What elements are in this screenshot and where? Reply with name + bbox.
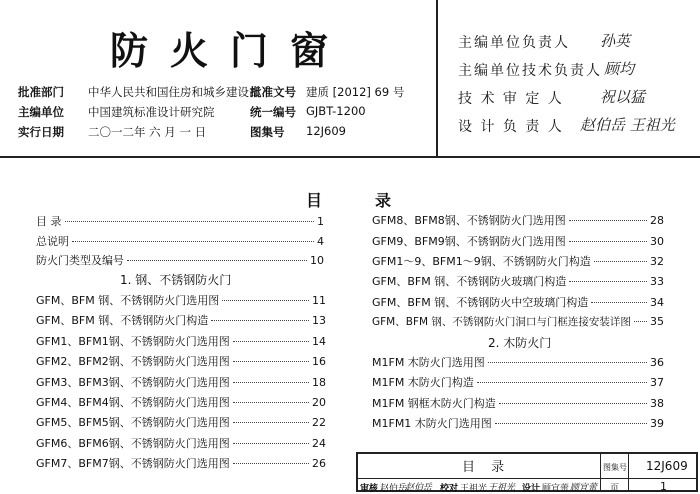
toc-label: GFM2、BFM2钢、不锈钢防火门选用图 [36,355,230,368]
toc-label: GFM4、BFM4钢、不锈钢防火门选用图 [36,396,230,409]
dot-leader [222,300,309,301]
toc-page: 36 [650,356,664,369]
review-label: 审核 [360,484,379,494]
header-divider [436,0,438,157]
toc-left2-2 [36,333,326,349]
toc-right-4 [372,294,664,310]
toc-right-1 [372,233,664,249]
toc-page: 18 [312,376,326,389]
toc-left-2 [36,252,324,268]
toc-page: 1 [317,215,324,228]
toc-page: 20 [312,396,326,409]
uniform-no-label: 统一编号 [250,105,296,119]
design-name: 顾宜蕾 [542,484,570,494]
atlas-no-label: 图集号 [250,125,285,139]
design-signature: 顾宜蕾 [570,483,598,493]
toc-label: M1FM 木防火门选用图 [372,356,485,369]
toc-left2-0 [36,292,326,308]
toc-page: 32 [650,255,664,268]
dot-leader [495,423,647,424]
dot-leader [591,302,647,303]
dot-leader [65,221,315,222]
toc-label: M1FM 钢框木防火门构造 [372,397,496,410]
title-block-name: 目 录 [462,460,511,475]
toc-page: 26 [312,457,326,470]
toc-left2-6 [36,414,326,430]
toc-heading-left: 目 [306,191,323,210]
toc-label: 目 录 [36,215,62,228]
toc-label: GFM、BFM 钢、不锈钢防火门构造 [36,314,209,327]
toc-label: 总说明 [36,235,69,248]
uniform-no-value: GJBT-1200 [306,104,366,118]
dot-leader [233,361,309,362]
dot-leader [211,320,309,321]
toc-left-0 [36,213,324,229]
toc-label: GFM3、BFM3钢、不锈钢防火门选用图 [36,376,230,389]
page-label: 页 [610,484,620,494]
approval-doc-label: 批准文号 [250,85,296,99]
toc-label: GFM、BFM 钢、不锈钢防火门选用图 [36,294,220,307]
approval-dept-value: 中华人民共和国住房和城乡建设部 [88,85,261,99]
toc-right-3 [372,273,664,289]
dot-leader [233,382,309,383]
toc-heading-right: 录 [375,191,392,210]
dot-leader [233,443,309,444]
toc-label: M1FM1 木防火门选用图 [372,417,492,430]
impl-date-label: 实行日期 [18,125,64,139]
title-block-atlas-value: 12J609 [646,459,688,473]
title-block-div-1 [600,452,601,492]
toc-label: GFM1～9、BFM1～9钢、不锈钢防火门构造 [372,255,591,268]
toc-left2-7 [36,435,326,451]
toc-page: 33 [650,275,664,288]
dot-leader [233,341,309,342]
impl-date-value: 二〇一二年 六 月 一 日 [88,125,207,139]
sig-role-2: 技 术 审 定 人 [458,91,564,107]
toc-left2-5 [36,394,326,410]
title-block-mid-rule [356,478,698,479]
dot-leader [569,241,647,242]
toc-left2-8 [36,455,326,471]
review-name: 赵伯岳 [380,484,408,494]
atlas-no-value: 12J609 [306,124,346,138]
title-block-div-2 [628,452,629,492]
sig-name-3: 赵伯岳 王祖光 [580,116,675,134]
dot-leader [477,382,647,383]
toc-label: GFM5、BFM5钢、不锈钢防火门选用图 [36,416,230,429]
title-block-atlas-label: 图集号 [603,463,627,472]
toc-label: GFM9、BFM9钢、不锈钢防火门选用图 [372,235,566,248]
dot-leader [634,321,647,322]
toc-right-2 [372,253,664,269]
header-bottom-rule [0,156,700,158]
toc-page: 24 [312,437,326,450]
toc-page: 28 [650,214,664,227]
toc-label: 防火门类型及编号 [36,254,124,267]
sig-role-1: 主编单位技术负责人 [458,63,602,79]
toc-right-5 [372,314,664,329]
sig-role-0: 主编单位负责人 [458,35,570,51]
toc-right2-3 [372,415,664,431]
dot-leader [594,261,647,262]
toc-label: GFM6、BFM6钢、不锈钢防火门选用图 [36,437,230,450]
toc-label: GFM8、BFM8钢、不锈钢防火门选用图 [372,214,566,227]
dot-leader [499,403,647,404]
dot-leader [233,402,309,403]
sig-name-1: 顾均 [604,60,635,78]
toc-label: GFM、BFM 钢、不锈钢防火中空玻璃门构造 [372,296,589,309]
toc-label: GFM、BFM 钢、不锈钢防火门洞口与门框连接安装详图 [372,316,631,328]
toc-label: GFM7、BFM7钢、不锈钢防火门选用图 [36,457,230,470]
page-title: 防火门窗 [110,28,351,73]
dot-leader [233,422,309,423]
toc-page: 4 [317,235,324,248]
dot-leader [127,260,307,261]
dot-leader [72,241,314,242]
toc-page: 10 [310,254,324,267]
check-name: 王祖光 [460,484,488,494]
toc-label: GFM1、BFM1钢、不锈钢防火门选用图 [36,335,230,348]
toc-right2-2 [372,395,664,411]
toc-right2-0 [372,354,664,370]
toc-page: 16 [312,355,326,368]
toc-page: 39 [650,417,664,430]
toc-left2-1 [36,312,326,328]
toc-page: 38 [650,397,664,410]
sig-role-3: 设 计 负 责 人 [458,119,564,135]
toc-page: 35 [650,315,664,328]
page-value: 1 [660,480,667,493]
toc-page: 37 [650,376,664,389]
dot-leader [488,362,647,363]
toc-label: M1FM 木防火门构造 [372,376,474,389]
toc-label: GFM、BFM 钢、不锈钢防火玻璃门构造 [372,275,567,288]
editor-label: 主编单位 [18,105,64,119]
review-signature: 赵伯岳 [405,483,433,493]
dot-leader [569,220,647,221]
toc-page: 14 [312,335,326,348]
check-signature: 王祖光 [488,483,516,493]
check-label: 校对 [440,484,459,494]
sig-name-2: 祝以猛 [600,88,646,106]
toc-right-0 [372,212,664,228]
editor-value: 中国建筑标准设计研究院 [88,105,215,119]
toc-page: 30 [650,235,664,248]
toc-page: 34 [650,296,664,309]
sig-name-0: 孙英 [600,32,631,50]
toc-page: 22 [312,416,326,429]
approval-doc-value: 建质 [2012] 69 号 [306,85,405,99]
approval-dept-label: 批准部门 [18,85,64,99]
toc-left-1 [36,233,324,249]
design-label: 设计 [522,484,541,494]
toc-section-1: 1. 钢、不锈钢防火门 [120,273,232,287]
toc-left2-3 [36,353,326,369]
toc-right2-1 [372,374,664,390]
dot-leader [233,463,309,464]
toc-page: 13 [312,314,326,327]
toc-page: 11 [312,294,326,307]
toc-left2-4 [36,374,326,390]
dot-leader [569,281,647,282]
toc-section-2: 2. 木防火门 [488,336,552,350]
